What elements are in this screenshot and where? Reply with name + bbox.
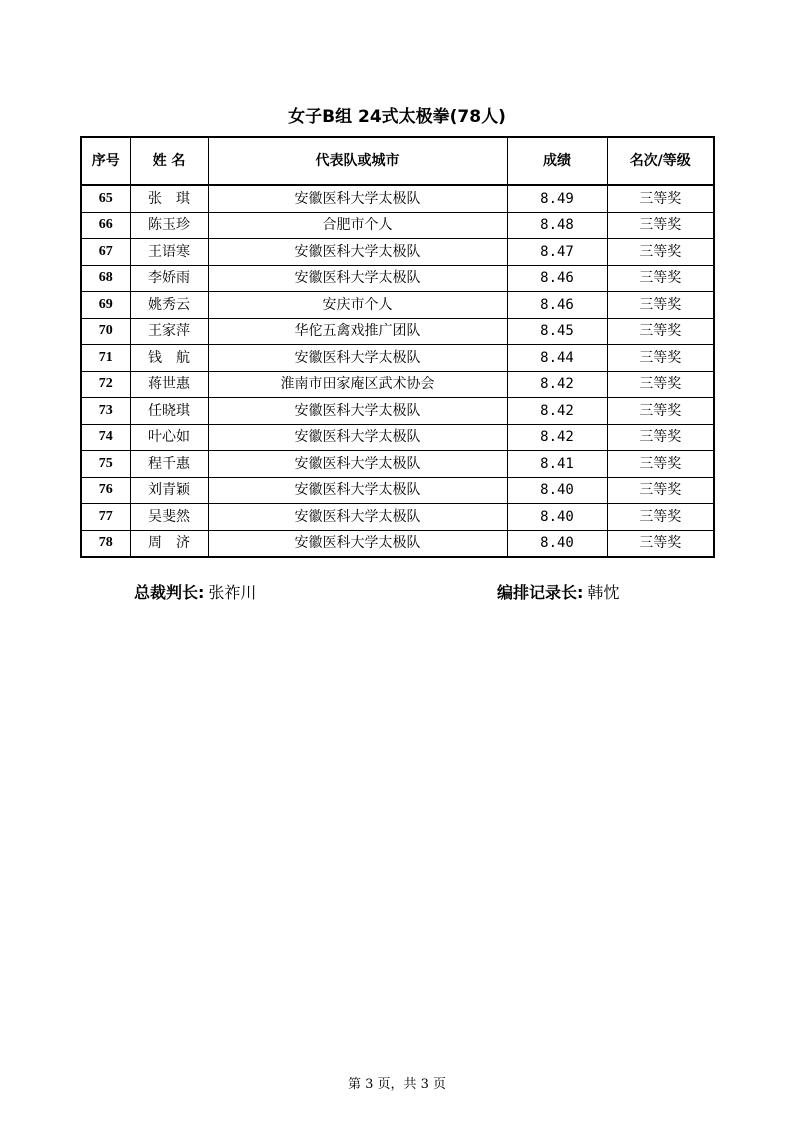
header-team: 代表队或城市 bbox=[208, 137, 507, 185]
page-footer: 第 3 页，共 3 页 bbox=[347, 1077, 447, 1092]
rank-cell: 三等奖 bbox=[607, 451, 714, 478]
name-cell: 王家萍 bbox=[130, 318, 208, 345]
serial-cell: 65 bbox=[81, 185, 130, 212]
rank-cell: 三等奖 bbox=[607, 477, 714, 504]
score-cell: 8.41 bbox=[507, 451, 607, 478]
table-header-row bbox=[81, 137, 714, 185]
score-cell: 8.45 bbox=[507, 318, 607, 345]
score-cell: 8.40 bbox=[507, 530, 607, 557]
team-cell: 安徽医科大学太极队 bbox=[208, 424, 507, 451]
results-table bbox=[80, 136, 715, 558]
team-cell: 淮南市田家庵区武术协会 bbox=[208, 371, 507, 398]
score-cell: 8.49 bbox=[507, 185, 607, 212]
team-cell: 安庆市个人 bbox=[208, 292, 507, 319]
name-cell: 刘青颖 bbox=[130, 477, 208, 504]
serial-cell: 75 bbox=[81, 451, 130, 478]
serial-cell: 68 bbox=[81, 265, 130, 292]
table-row bbox=[81, 477, 714, 504]
serial-cell: 73 bbox=[81, 398, 130, 425]
page-title: 女子B组 24式太极拳(78人) bbox=[288, 107, 506, 127]
team-cell: 安徽医科大学太极队 bbox=[208, 345, 507, 372]
recorder bbox=[497, 580, 619, 603]
score-cell: 8.40 bbox=[507, 477, 607, 504]
serial-cell: 70 bbox=[81, 318, 130, 345]
name-cell: 吴斐然 bbox=[130, 504, 208, 531]
table-row bbox=[81, 398, 714, 425]
table-row bbox=[81, 185, 714, 212]
name-cell: 陈玉珍 bbox=[130, 212, 208, 239]
rank-cell: 三等奖 bbox=[607, 398, 714, 425]
team-cell: 安徽医科大学太极队 bbox=[208, 185, 507, 212]
table-row bbox=[81, 371, 714, 398]
chief-judge-name: 张祚川 bbox=[208, 583, 257, 602]
serial-cell: 69 bbox=[81, 292, 130, 319]
table-row bbox=[81, 451, 714, 478]
team-cell: 安徽医科大学太极队 bbox=[208, 398, 507, 425]
score-cell: 8.46 bbox=[507, 292, 607, 319]
team-cell: 安徽医科大学太极队 bbox=[208, 530, 507, 557]
team-cell: 安徽医科大学太极队 bbox=[208, 504, 507, 531]
rank-cell: 三等奖 bbox=[607, 504, 714, 531]
serial-cell: 78 bbox=[81, 530, 130, 557]
recorder-label: 编排记录长: bbox=[497, 583, 584, 602]
name-cell: 李娇雨 bbox=[130, 265, 208, 292]
score-cell: 8.42 bbox=[507, 424, 607, 451]
serial-cell: 77 bbox=[81, 504, 130, 531]
table-row bbox=[81, 239, 714, 266]
rank-cell: 三等奖 bbox=[607, 371, 714, 398]
name-cell: 王语寒 bbox=[130, 239, 208, 266]
score-cell: 8.40 bbox=[507, 504, 607, 531]
rank-cell: 三等奖 bbox=[607, 212, 714, 239]
serial-cell: 71 bbox=[81, 345, 130, 372]
name-cell: 任晓琪 bbox=[130, 398, 208, 425]
rank-cell: 三等奖 bbox=[607, 185, 714, 212]
table-row bbox=[81, 530, 714, 557]
rank-cell: 三等奖 bbox=[607, 265, 714, 292]
table-row bbox=[81, 292, 714, 319]
chief-judge bbox=[134, 580, 256, 603]
name-cell: 张 琪 bbox=[130, 185, 208, 212]
name-cell: 姚秀云 bbox=[130, 292, 208, 319]
serial-cell: 72 bbox=[81, 371, 130, 398]
score-cell: 8.42 bbox=[507, 398, 607, 425]
name-cell: 钱 航 bbox=[130, 345, 208, 372]
name-cell: 程千惠 bbox=[130, 451, 208, 478]
score-cell: 8.46 bbox=[507, 265, 607, 292]
header-rank: 名次/等级 bbox=[607, 137, 714, 185]
name-cell: 蒋世惠 bbox=[130, 371, 208, 398]
recorder-name: 韩忱 bbox=[587, 583, 620, 602]
team-cell: 华佗五禽戏推广团队 bbox=[208, 318, 507, 345]
score-cell: 8.48 bbox=[507, 212, 607, 239]
table-row bbox=[81, 424, 714, 451]
table-row bbox=[81, 265, 714, 292]
table-row bbox=[81, 504, 714, 531]
rank-cell: 三等奖 bbox=[607, 239, 714, 266]
score-cell: 8.42 bbox=[507, 371, 607, 398]
serial-cell: 76 bbox=[81, 477, 130, 504]
table-row bbox=[81, 345, 714, 372]
team-cell: 安徽医科大学太极队 bbox=[208, 477, 507, 504]
rank-cell: 三等奖 bbox=[607, 292, 714, 319]
score-cell: 8.47 bbox=[507, 239, 607, 266]
team-cell: 安徽医科大学太极队 bbox=[208, 451, 507, 478]
rank-cell: 三等奖 bbox=[607, 424, 714, 451]
table-row bbox=[81, 318, 714, 345]
chief-judge-label: 总裁判长: bbox=[134, 583, 205, 602]
score-cell: 8.44 bbox=[507, 345, 607, 372]
serial-cell: 67 bbox=[81, 239, 130, 266]
serial-cell: 74 bbox=[81, 424, 130, 451]
header-score: 成绩 bbox=[507, 137, 607, 185]
serial-cell: 66 bbox=[81, 212, 130, 239]
name-cell: 周 济 bbox=[130, 530, 208, 557]
rank-cell: 三等奖 bbox=[607, 530, 714, 557]
rank-cell: 三等奖 bbox=[607, 318, 714, 345]
rank-cell: 三等奖 bbox=[607, 345, 714, 372]
team-cell: 安徽医科大学太极队 bbox=[208, 239, 507, 266]
team-cell: 安徽医科大学太极队 bbox=[208, 265, 507, 292]
name-cell: 叶心如 bbox=[130, 424, 208, 451]
header-name: 姓 名 bbox=[130, 137, 208, 185]
table-row bbox=[81, 212, 714, 239]
team-cell: 合肥市个人 bbox=[208, 212, 507, 239]
header-serial: 序号 bbox=[81, 137, 130, 185]
